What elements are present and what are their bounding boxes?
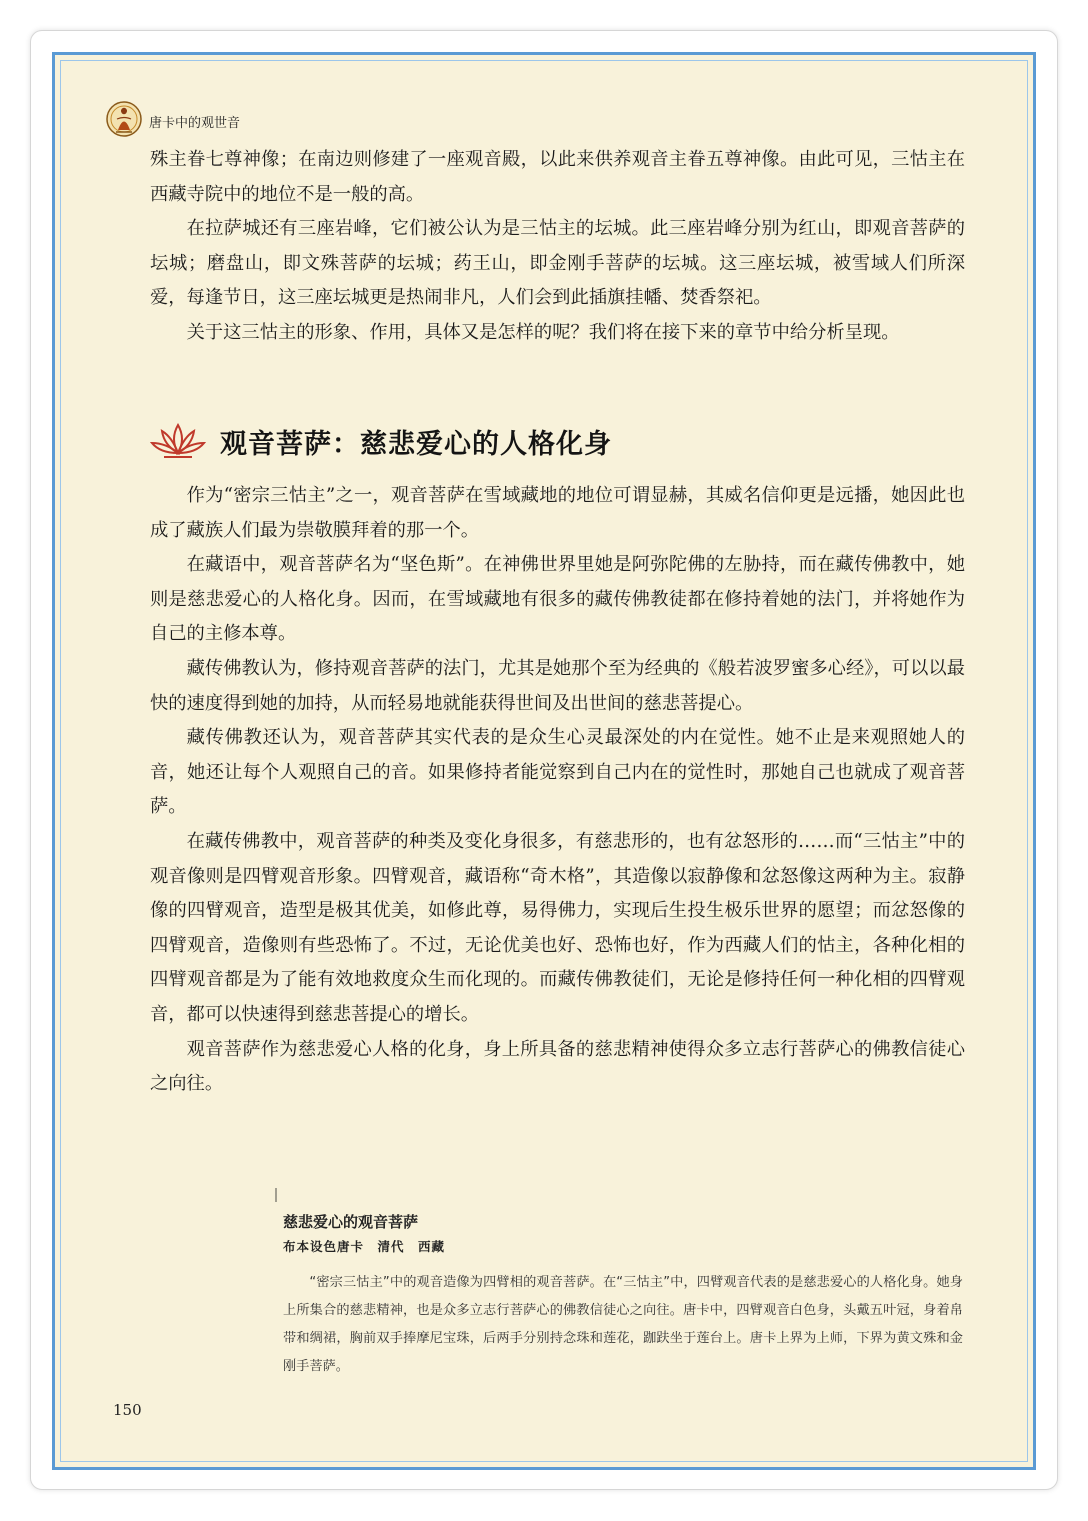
caption-body: “密宗三怙主”中的观音造像为四臂相的观音菩萨。在“三怙主”中，四臂观音代表的是慈悲爱心的人格化身。她身上所集合的慈悲精神，也是众多立志行菩萨心的佛教信徒心之向往。唐卡中，四臂观音白色身，头戴五叶冠，身着帛带和绸裙，胸前双手捧摩尼宝珠，后两手分别持念珠和莲花，跏趺坐于莲台上。唐卡上界为上师，下界为黄文殊和金刚手菩萨。 <box>283 1275 963 1374</box>
section-paragraph: 作为“密宗三怙主”之一，观音菩萨在雪域藏地的地位可谓显赫，其威名信仰更是远播，她因此也成了藏族人们最为崇敬膜拜着的那一个。 <box>150 485 965 541</box>
intro-paragraph: 殊主眷七尊神像；在南边则修建了一座观音殿，以此来供养观音主眷五尊神像。由此可见，三怙主在西藏寺院中的地位不是一般的高。 <box>150 149 965 205</box>
section-title: 观音菩萨：慈悲爱心的人格化身 <box>220 428 612 460</box>
intro-text-block <box>150 143 965 351</box>
lotus-icon <box>150 421 206 461</box>
section-text-block <box>150 479 965 1102</box>
section-heading <box>150 417 612 465</box>
section-paragraph: 藏传佛教还认为，观音菩萨其实代表的是众生心灵最深处的内在觉性。她不止是来观照她人的音，她还让每个人观照自己的音。如果修持者能觉察到自己内在的觉性时，那她自己也就成了观音菩萨。 <box>150 727 965 818</box>
caption-title: 慈悲爱心的观音菩萨 <box>283 1213 419 1231</box>
avalokiteshvara-emblem-icon <box>105 99 143 139</box>
section-paragraph: 观音菩萨作为慈悲爱心人格的化身，身上所具备的慈悲精神使得众多立志行菩萨心的佛教信徒心之向往。 <box>150 1038 965 1095</box>
intro-paragraph: 在拉萨城还有三座岩峰，它们被公认为是三怙主的坛城。此三座岩峰分别为红山，即观音菩萨的坛城；磨盘山，即文殊菩萨的坛城；药王山，即金刚手菩萨的坛城。这三座坛城，被雪域人们所深爱，每逢节日，这三座坛城更是热闹非凡，人们会到此插旗挂幡、焚香祭祀。 <box>150 218 965 309</box>
intro-paragraph: 关于这三怙主的形象、作用，具体又是怎样的呢？我们将在接下来的章节中给分析呈现。 <box>186 321 900 343</box>
page-number: 150 <box>113 1401 142 1419</box>
caption-divider <box>275 1188 277 1202</box>
caption-subtitle: 布本设色唐卡 清代 西藏 <box>283 1239 446 1254</box>
running-header-title: 唐卡中的观世音 <box>149 115 241 131</box>
running-header <box>105 99 240 139</box>
section-paragraph: 藏传佛教认为，修持观音菩萨的法门，尤其是她那个至为经典的《般若波罗蜜多心经》，可以以最快的速度得到她的加持，从而轻易地就能获得世间及出世间的慈悲菩提心。 <box>150 657 965 714</box>
section-paragraph: 在藏语中，观音菩萨名为“坚色斯”。在神佛世界里她是阿弥陀佛的左胁持，而在藏传佛教中，她则是慈悲爱心的人格化身。因而，在雪域藏地有很多的藏传佛教徒都在修持着她的法门，并将她作为自己的主修本尊。 <box>150 554 965 645</box>
section-paragraph: 在藏传佛教中，观音菩萨的种类及变化身很多，有慈悲形的，也有忿怒形的……而“三怙主”中的观音像则是四臂观音形象。四臂观音，藏语称“奇木格”，其造像以寂静像和忿怒像这两种为主。寂静像的四臂观音，造型是极其优美，如修此尊，易得佛力，实现后生投生极乐世界的愿望；而忿怒像的四臂观音，造像则有些恐怖了。不过，无论优美也好、恐怖也好，作为西藏人们的怙主，各种化相的四臂观音都是为了能有效地救度众生而化现的。而藏传佛教徒们，无论是修持任何一种化相的四臂观音，都可以快速得到慈悲菩提心的增长。 <box>150 830 965 1025</box>
image-caption <box>283 1209 963 1381</box>
book-page <box>52 52 1036 1470</box>
